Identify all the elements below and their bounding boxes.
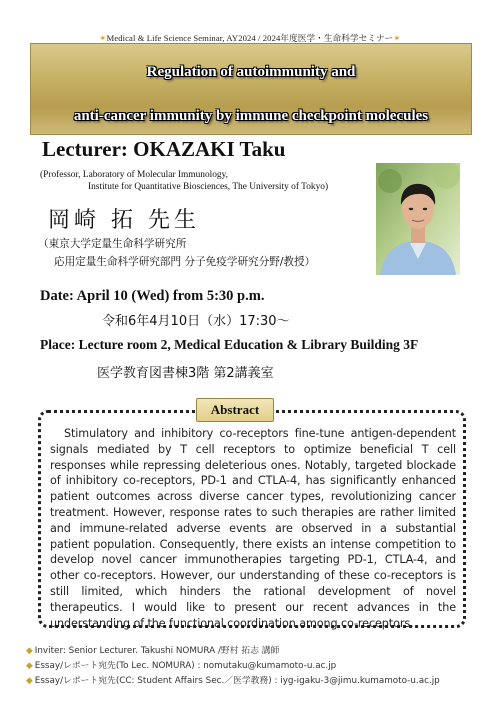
- talk-title-line-2: anti-cancer immunity by immune checkpoint molecules: [73, 108, 429, 124]
- talk-title-line-1: Regulation of autoimmunity and: [146, 64, 356, 80]
- date-en: Date: April 10 (Wed) from 5:30 p.m.: [40, 288, 265, 304]
- inviter-text: Inviter: Senior Lecturer. Takushi NOMURA /野村 拓志 講師: [34, 646, 280, 656]
- essay-cc-text: Essay/レポート宛先(CC: Student Affairs Sec.／医学教務) : iyg-igaku-3@jimu.kumamoto-u.ac.jp: [34, 676, 440, 686]
- abstract-label: Abstract: [196, 398, 274, 422]
- lecturer-affiliation-jp-1: （東京大学定量生命科学研究所: [38, 238, 187, 250]
- lecturer-affiliation-en-1: (Professor, Laboratory of Molecular Immunology,: [40, 170, 229, 180]
- lecturer-name-jp: 岡崎 拓 先生: [48, 208, 200, 233]
- place-en: Place: Lecture room 2, Medical Education & Library Building 3F: [40, 337, 419, 352]
- seminar-title: Medical & Life Science Seminar, AY2024 / 2024年度医学・生命科学セミナー: [106, 33, 394, 43]
- footer-essay-to: [26, 658, 336, 671]
- diamond-bullet-icon: ◆: [26, 661, 33, 671]
- portrait-image: [376, 163, 460, 275]
- abstract-text: Stimulatory and inhibitory co-receptors fine-tune antigen-dependent signals mediated by T cell receptors to optimize beneficial T cell responses while repressing deleterious ones. Notably, targeted blockade of inhibitory co-receptors, PD-1 and CTLA-4, has significantly enhanced patient outcomes across diverse cancer types, revolutionizing cancer treatment. However, response rates to such therapies are rather limited and immune-related adverse events are observed in a substantial patient population. Consequently, there exists an intense competition to develop novel cancer immunotherapies targeting PD-1, CTLA-4, and other co-receptors. However, our understanding of these co-receptors is still limited, which hinders the rational development of novel therapeutics. I would like to present our recent advances in the understanding of the functional coordination among co-receptors.: [50, 427, 456, 630]
- title-banner: [30, 43, 472, 135]
- star-icon: ✶: [99, 33, 107, 43]
- date-jp: 令和6年4月10日（水）17:30～: [102, 314, 290, 329]
- lecturer-photo: [376, 163, 460, 275]
- diamond-bullet-icon: ◆: [26, 646, 33, 656]
- footer-inviter: [26, 643, 279, 656]
- footer-essay-cc: [26, 673, 440, 686]
- lecturer-affiliation-en-2: Institute for Quantitative Biosciences, The University of Tokyo): [88, 182, 329, 192]
- star-icon: ✶: [393, 33, 401, 43]
- essay-to-text: Essay/レポート宛先(To Lec. NOMURA) : nomutaku@kumamoto-u.ac.jp: [34, 661, 337, 671]
- diamond-bullet-icon: ◆: [26, 676, 33, 686]
- place-jp: 医学教育図書棟3階 第2講義室: [97, 366, 274, 381]
- lecturer-name-en: Lecturer: OKAZAKI Taku: [42, 137, 286, 161]
- lecturer-affiliation-jp-2: 応用定量生命科学研究部門 分子免疫学研究分野/教授）: [54, 256, 316, 268]
